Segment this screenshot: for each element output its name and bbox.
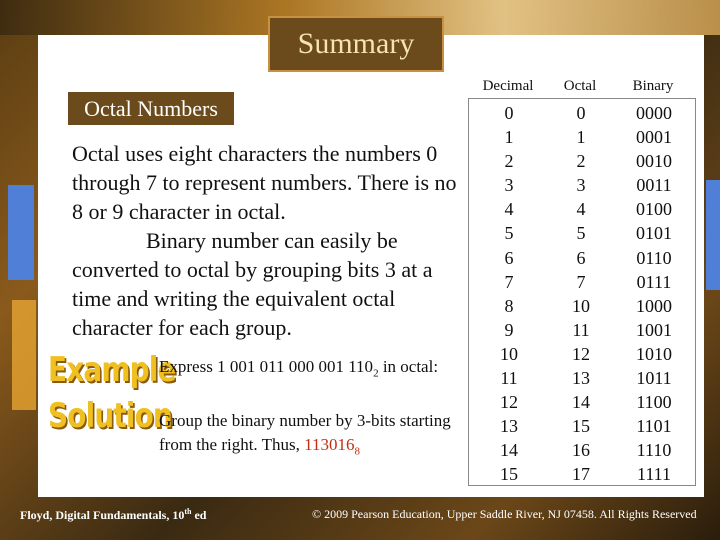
decimal-cell: 10 bbox=[500, 343, 518, 364]
header-decimal: Decimal bbox=[482, 78, 534, 94]
footer-citation bbox=[20, 507, 206, 523]
octal-cell: 10 bbox=[572, 295, 590, 316]
binary-cell: 0011 bbox=[636, 175, 672, 196]
octal-cell: 16 bbox=[572, 440, 590, 461]
conversion-table bbox=[468, 98, 696, 486]
example-suffix: in octal: bbox=[378, 357, 439, 376]
decimal-column bbox=[469, 99, 549, 485]
octal-cell: 1 bbox=[576, 127, 586, 148]
solution-label: Solution bbox=[48, 396, 172, 436]
binary-cell: 0111 bbox=[636, 271, 672, 292]
octal-cell: 17 bbox=[572, 464, 590, 485]
binary-cell: 1010 bbox=[636, 343, 672, 364]
decimal-cell: 13 bbox=[500, 416, 518, 437]
octal-cell: 0 bbox=[576, 103, 586, 123]
section-heading: Octal Numbers bbox=[84, 95, 218, 121]
title-banner bbox=[268, 16, 444, 72]
binary-cell: 1110 bbox=[636, 440, 672, 461]
octal-cell: 13 bbox=[572, 368, 590, 389]
decorative-left-orange-bar bbox=[12, 300, 36, 410]
section-heading-box bbox=[68, 92, 234, 125]
footer-left-sup: th bbox=[184, 507, 192, 516]
decimal-cell: 6 bbox=[504, 247, 514, 268]
binary-cell: 1101 bbox=[636, 416, 672, 437]
octal-cell: 3 bbox=[576, 175, 586, 196]
paragraph-2: Binary number can easily be converted to octal by grouping bits 3 at a time and writing the equivalent octal character for each group. bbox=[72, 228, 433, 340]
decorative-left-blue-bar bbox=[8, 185, 34, 280]
binary-cell: 0101 bbox=[636, 223, 672, 244]
decimal-cell: 7 bbox=[504, 271, 514, 292]
answer-value: 113016 bbox=[304, 435, 355, 454]
octal-cell: 7 bbox=[576, 271, 586, 292]
decorative-right-blue-bar bbox=[706, 180, 720, 290]
decimal-cell: 12 bbox=[500, 392, 518, 413]
binary-cell: 0001 bbox=[636, 127, 672, 148]
binary-cell: 1111 bbox=[637, 464, 671, 485]
body-text bbox=[72, 139, 464, 342]
decimal-cell: 3 bbox=[504, 175, 514, 196]
octal-cell: 15 bbox=[572, 416, 590, 437]
decimal-cell: 4 bbox=[504, 199, 514, 220]
binary-cell: 0100 bbox=[636, 199, 672, 220]
binary-cell: 1000 bbox=[636, 295, 672, 316]
footer-copyright: © 2009 Pearson Education, Upper Saddle River, NJ 07458. All Rights Reserved bbox=[312, 507, 697, 521]
decimal-cell: 9 bbox=[504, 319, 514, 340]
table-header-row bbox=[468, 78, 694, 95]
octal-column bbox=[549, 99, 613, 485]
decimal-cell: 15 bbox=[500, 464, 518, 485]
example-label: Example bbox=[48, 350, 176, 390]
decimal-cell: 14 bbox=[500, 440, 518, 461]
example-body: Express 1 001 011 000 001 110 bbox=[159, 357, 374, 376]
example-subscript: 2 bbox=[373, 367, 379, 380]
solution-body: Group the binary number by 3-bits starting from the right. Thus, bbox=[159, 411, 451, 454]
footer-left-text: Floyd, Digital Fundamentals, 10 bbox=[20, 508, 185, 522]
octal-cell: 4 bbox=[576, 199, 586, 220]
paragraph-1: Octal uses eight characters the numbers 0 through 7 to represent numbers. There is no 8 or 9 character in octal. bbox=[72, 141, 457, 224]
answer-subscript: 8 bbox=[354, 445, 360, 458]
octal-cell: 5 bbox=[576, 223, 586, 244]
octal-cell: 12 bbox=[572, 343, 590, 364]
decimal-cell: 2 bbox=[504, 151, 514, 172]
solution-answer bbox=[304, 435, 360, 458]
binary-cell: 1001 bbox=[636, 319, 672, 340]
octal-cell: 2 bbox=[576, 151, 586, 172]
binary-column bbox=[613, 99, 695, 485]
binary-cell: 1100 bbox=[636, 392, 672, 413]
binary-cell: 0110 bbox=[636, 247, 672, 268]
decimal-cell: 11 bbox=[500, 368, 518, 389]
decimal-cell: 0 bbox=[504, 103, 514, 123]
binary-cell: 1011 bbox=[636, 368, 672, 389]
slide-title: Summary bbox=[297, 27, 415, 60]
decimal-cell: 5 bbox=[504, 223, 514, 244]
header-binary: Binary bbox=[632, 78, 674, 94]
solution-text bbox=[159, 409, 469, 463]
decimal-cell: 8 bbox=[504, 295, 514, 316]
decimal-cell: 1 bbox=[504, 127, 514, 148]
binary-cell: 0010 bbox=[636, 151, 672, 172]
octal-cell: 14 bbox=[572, 392, 590, 413]
octal-cell: 11 bbox=[572, 319, 590, 340]
binary-cell: 0000 bbox=[636, 103, 672, 123]
footer-left-suffix: ed bbox=[191, 508, 207, 522]
example-text bbox=[159, 355, 459, 385]
header-octal: Octal bbox=[563, 78, 597, 94]
octal-cell: 6 bbox=[576, 247, 586, 268]
